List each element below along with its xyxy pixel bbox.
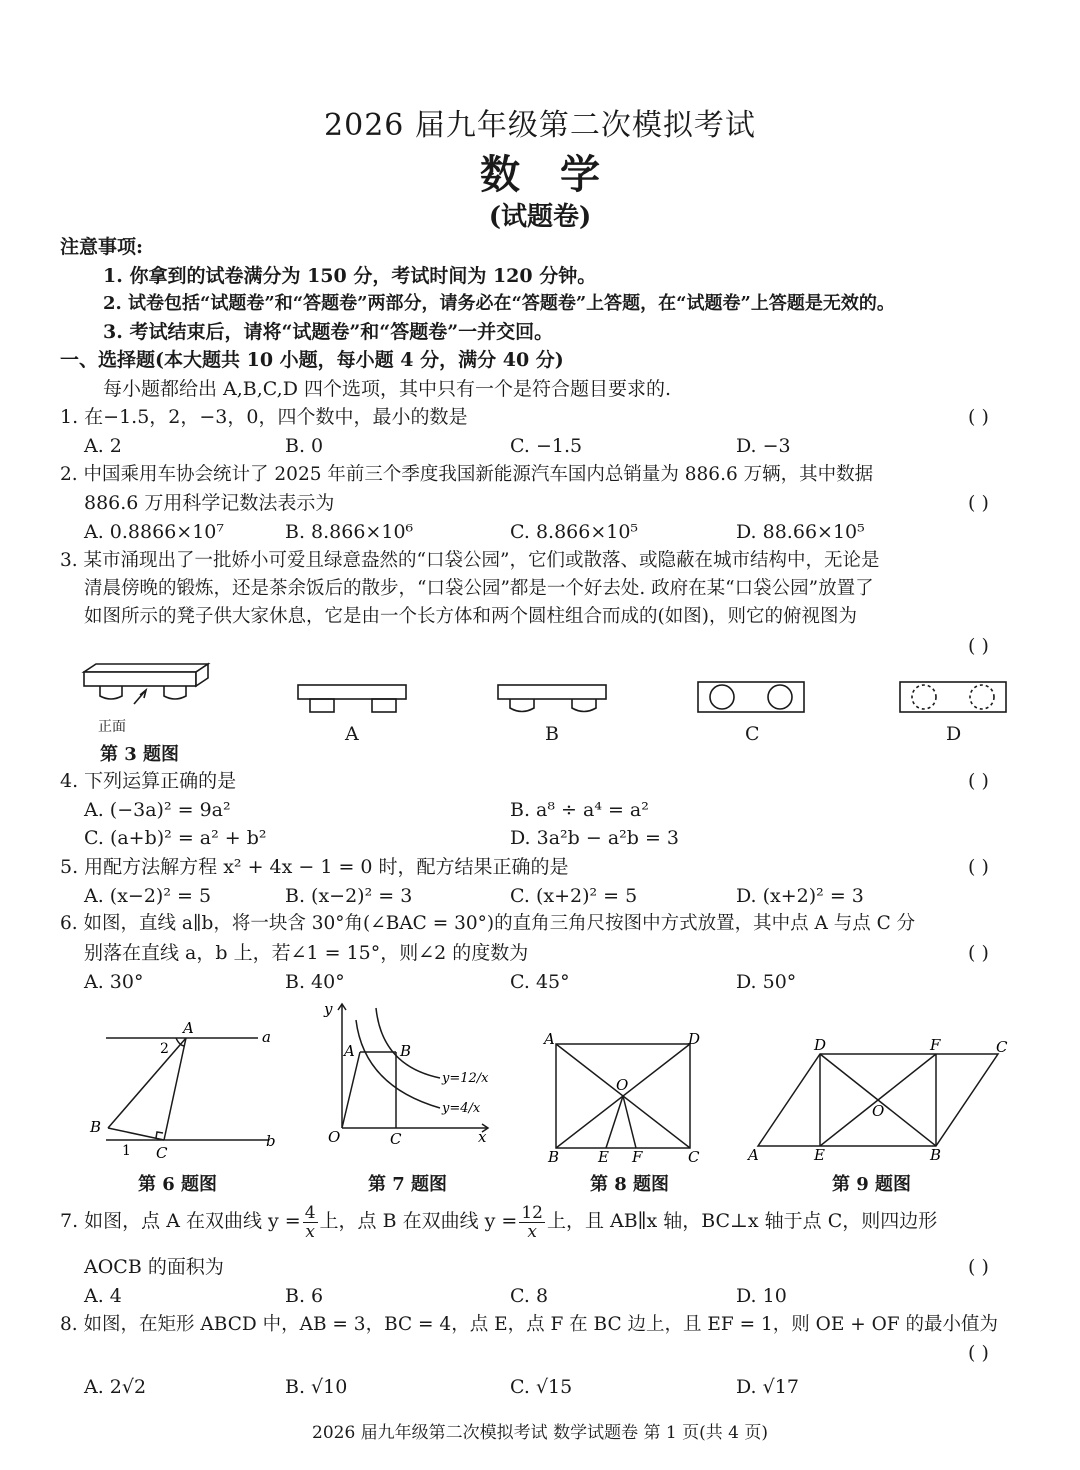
q3-option-label: A	[345, 723, 359, 745]
fig9-label: D	[814, 1036, 827, 1054]
fraction-numerator: 12	[521, 1202, 543, 1223]
figure-9	[744, 1036, 1044, 1168]
paper-type: (试题卷)	[488, 202, 592, 232]
fig9-label: C	[996, 1038, 1008, 1056]
fig6-label: a	[262, 1028, 271, 1046]
q6-option-b: B. 40°	[285, 971, 345, 993]
fig6-label: B	[90, 1118, 102, 1136]
q2-stem-line2: 886.6 万用科学记数法表示为	[84, 492, 335, 514]
fig7-label: A	[344, 1042, 355, 1060]
q3-option-label: D	[946, 723, 962, 745]
q3-stem-line2: 清晨傍晚的锻炼，还是茶余饭后的散步，“口袋公园”都是一个好去处. 政府在某“口袋公园”放置了	[84, 578, 874, 599]
q3-front-label: 正面	[98, 719, 126, 735]
answer-blank: ( )	[968, 406, 989, 428]
fig6-label: 2	[160, 1041, 169, 1057]
fig8-label: A	[544, 1030, 555, 1048]
fig7-label: C	[390, 1130, 402, 1148]
exam-title: 2026 届九年级第二次模拟考试	[324, 108, 756, 143]
fig7-label: y	[324, 1000, 333, 1018]
answer-blank: ( )	[968, 1342, 989, 1364]
q4-stem: 4. 下列运算正确的是	[60, 770, 237, 792]
q5-option-c: C. (x+2)² = 5	[510, 885, 638, 907]
answer-blank: ( )	[968, 1256, 989, 1278]
answer-blank: ( )	[968, 635, 989, 657]
fig8-label: O	[616, 1076, 629, 1094]
figure-6	[86, 1018, 286, 1168]
q2-option-a: A. 0.8866×10⁷	[84, 521, 224, 543]
q2-option-b: B. 8.866×10⁶	[285, 521, 414, 543]
q7-option-a: A. 4	[84, 1285, 122, 1307]
section-instruction: 每小题都给出 A,B,C,D 四个选项，其中只有一个是符合题目要求的.	[103, 378, 672, 400]
q8-option-a: A. 2√2	[84, 1376, 147, 1398]
fig9-label: O	[872, 1102, 885, 1120]
fig6-label: b	[266, 1132, 276, 1150]
q5-option-d: D. (x+2)² = 3	[736, 885, 864, 907]
fig9-label: B	[930, 1146, 942, 1164]
q3-figure-caption: 第 3 题图	[100, 744, 180, 765]
q1-option-b: B. 0	[285, 435, 324, 457]
section-heading: 一、选择题(本大题共 10 小题，每小题 4 分，满分 40 分)	[60, 349, 564, 371]
q7-option-b: B. 6	[285, 1285, 324, 1307]
figure-7	[316, 996, 506, 1156]
q8-option-b: B. √10	[285, 1376, 348, 1398]
q7-stem-part: 上，点 B 在双曲线 y =	[319, 1210, 518, 1232]
q7-option-c: C. 8	[510, 1285, 549, 1307]
fig8-label: C	[688, 1148, 700, 1166]
answer-blank: ( )	[968, 770, 989, 792]
figure-6-caption: 第 6 题图	[138, 1174, 218, 1195]
page-footer: 2026 届九年级第二次模拟考试 数学试题卷 第 1 页(共 4 页)	[312, 1423, 768, 1443]
q8-stem: 8. 如图，在矩形 ABCD 中，AB = 3，BC = 4，点 E，点 F 在 BC 边上，且 EF = 1，则 OE + OF 的最小值为	[60, 1314, 998, 1335]
q5-option-b: B. (x−2)² = 3	[285, 885, 413, 907]
q1-option-c: C. −1.5	[510, 435, 583, 457]
fig8-label: F	[632, 1148, 643, 1166]
fraction	[519, 1204, 545, 1241]
subject-title: 数学	[480, 151, 640, 198]
answer-blank: ( )	[968, 492, 989, 514]
q7-option-d: D. 10	[736, 1285, 787, 1307]
q6-option-c: C. 45°	[510, 971, 570, 993]
q7-stem-line2: AOCB 的面积为	[84, 1256, 224, 1278]
fraction-denominator: x	[527, 1221, 537, 1242]
answer-blank: ( )	[968, 942, 989, 964]
fraction-denominator: x	[305, 1221, 315, 1242]
figure-8	[540, 1028, 710, 1168]
fig8-label: E	[598, 1148, 609, 1166]
q4-option-d: D. 3a²b − a²b = 3	[510, 827, 680, 849]
q8-option-d: D. √17	[736, 1376, 799, 1398]
fig9-label: E	[814, 1146, 825, 1164]
q2-option-d: D. 88.66×10⁵	[736, 521, 865, 543]
notes-heading: 注意事项:	[60, 236, 144, 258]
q6-stem-line2: 别落在直线 a，b 上，若∠1 = 15°，则∠2 的度数为	[84, 942, 529, 964]
fig8-label: B	[548, 1148, 560, 1166]
fraction-numerator: 4	[304, 1202, 316, 1223]
figure-8-caption: 第 8 题图	[590, 1174, 670, 1195]
q3-option-a-figure	[296, 682, 410, 716]
fig8-label: D	[688, 1030, 701, 1048]
q8-option-c: C. √15	[510, 1376, 573, 1398]
q2-stem-line1: 2. 中国乘用车协会统计了 2025 年前三个季度我国新能源汽车国内总销量为 886.6 万辆，其中数据	[60, 464, 874, 485]
fraction	[303, 1204, 318, 1241]
q4-option-b: B. a⁸ ÷ a⁴ = a²	[510, 799, 649, 821]
figure-7-caption: 第 7 题图	[368, 1174, 448, 1195]
q1-option-d: D. −3	[736, 435, 791, 457]
answer-blank: ( )	[968, 856, 989, 878]
note-item: 3. 考试结束后，请将“试题卷”和“答题卷”一并交回。	[103, 321, 554, 343]
q3-option-b-figure	[496, 682, 610, 716]
fig6-label: 1	[122, 1143, 131, 1159]
q6-option-a: A. 30°	[84, 971, 144, 993]
q3-option-label: B	[545, 723, 559, 745]
q6-stem-line1: 6. 如图，直线 a∥b，将一块含 30°角(∠BAC = 30°)的直角三角尺按图中方式放置，其中点 A 与点 C 分	[60, 913, 916, 934]
q3-option-c-figure	[696, 680, 808, 716]
note-item: 1. 你拿到的试卷满分为 150 分，考试时间为 120 分钟。	[103, 265, 597, 287]
fig9-label: F	[930, 1036, 941, 1054]
fig7-curve-label: y=12/x	[442, 1071, 489, 1086]
fig7-label: x	[478, 1128, 487, 1146]
q3-option-label: C	[745, 723, 760, 745]
fig7-label: B	[400, 1042, 412, 1060]
note-item: 2. 试卷包括“试题卷”和“答题卷”两部分，请务必在“答题卷”上答题，在“试题卷”上答题是无效的。	[103, 293, 895, 314]
fig6-label: C	[156, 1144, 168, 1162]
q1-option-a: A. 2	[84, 435, 122, 457]
fig7-label: O	[328, 1128, 341, 1146]
q7-stem-part: 上，且 AB∥x 轴，BC⊥x 轴于点 C，则四边形	[546, 1210, 938, 1232]
figure-9-caption: 第 9 题图	[832, 1174, 912, 1195]
fig7-curve-label: y=4/x	[442, 1101, 481, 1116]
q5-stem: 5. 用配方法解方程 x² + 4x − 1 = 0 时，配方结果正确的是	[60, 856, 569, 878]
fig6-label: A	[183, 1019, 194, 1037]
q6-option-d: D. 50°	[736, 971, 797, 993]
q4-option-a: A. (−3a)² = 9a²	[84, 799, 231, 821]
q7-stem-line1	[60, 1203, 937, 1241]
q5-option-a: A. (x−2)² = 5	[84, 885, 212, 907]
q7-stem-part: 7. 如图，点 A 在双曲线 y =	[60, 1210, 301, 1232]
q3-stem-line1: 3. 某市涌现出了一批娇小可爱且绿意盎然的“口袋公园”，它们或散落、或隐蔽在城市结构中，无论是	[60, 550, 880, 571]
q3-stem-line3: 如图所示的凳子供大家休息，它是由一个长方体和两个圆柱组合而成的(如图)，则它的俯视图为	[84, 606, 857, 627]
q2-option-c: C. 8.866×10⁵	[510, 521, 639, 543]
q4-option-c: C. (a+b)² = a² + b²	[84, 827, 267, 849]
q1-stem: 1. 在−1.5，2，−3，0，四个数中，最小的数是	[60, 406, 468, 428]
fig9-label: A	[748, 1146, 759, 1164]
q3-option-d-figure	[898, 680, 1010, 716]
